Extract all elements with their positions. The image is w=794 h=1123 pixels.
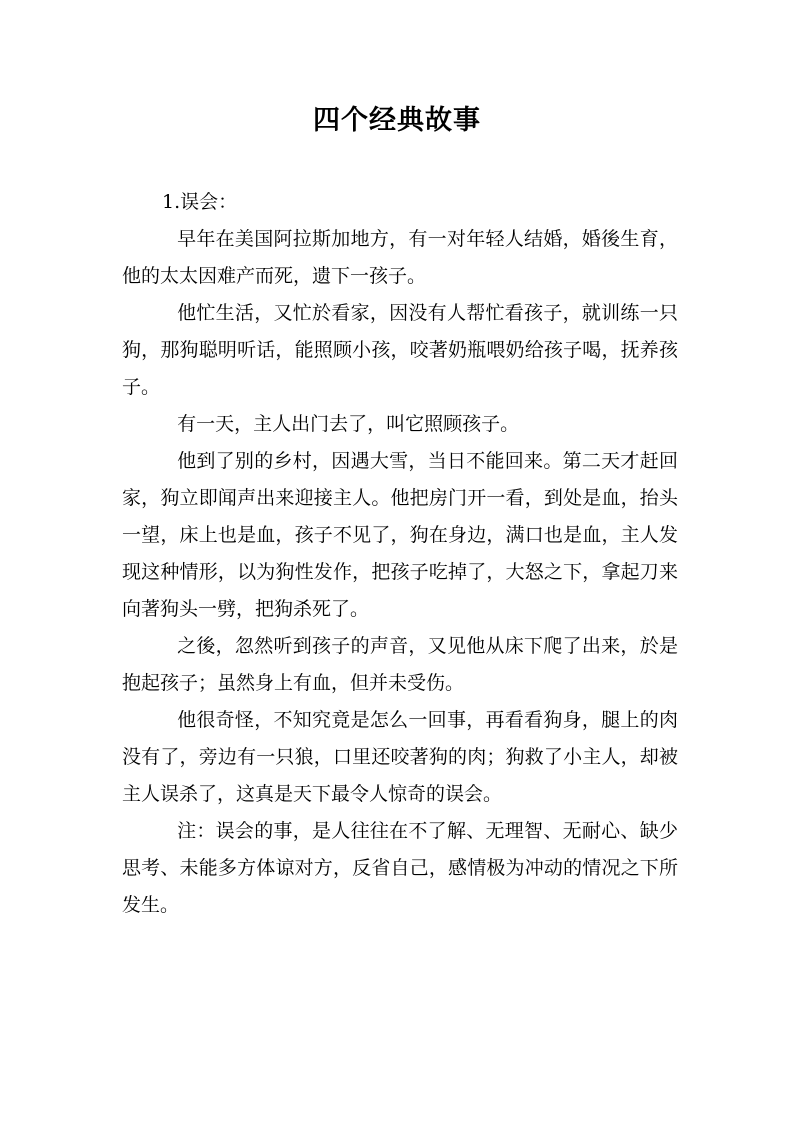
paragraph-2: 他忙生活，又忙於看家，因没有人帮忙看孩子，就训练一只狗，那狗聪明听话，能照顾小孩，咬著奶瓶喂奶给孩子喝，抚养孩子。 xyxy=(122,302,678,398)
paragraph-5: 之後，忽然听到孩子的声音，又见他从床下爬了出来，於是抱起孩子；虽然身上有血，但并未受伤。 xyxy=(122,635,678,694)
paragraph-4: 他到了别的乡村，因遇大雪，当日不能回来。第二天才赶回家，狗立即闻声出来迎接主人。他把房门开一看，到处是血，抬头一望，床上也是血，孩子不见了，狗在身边，满口也是血，主人发现这种情形，以为狗性发作，把孩子吃掉了，大怒之下，拿起刀来向著狗头一劈，把狗杀死了。 xyxy=(122,450,678,620)
section-heading: 1.误会： xyxy=(162,191,238,213)
note-paragraph: 注：误会的事，是人往往在不了解、无理智、无耐心、缺少思考、未能多方体谅对方，反省自己，感情极为冲动的情况之下所发生。 xyxy=(122,820,678,916)
paragraph-3: 有一天，主人出门去了，叫它照顾孩子。 xyxy=(177,413,520,435)
document-body xyxy=(122,184,678,924)
document-title: 四个经典故事 xyxy=(313,105,481,136)
paragraph-1: 早年在美国阿拉斯加地方，有一对年轻人结婚，婚後生育，他的太太因难产而死，遗下一孩子。 xyxy=(122,228,678,287)
paragraph-6: 他很奇怪，不知究竟是怎么一回事，再看看狗身，腿上的肉没有了，旁边有一只狼，口里还咬著狗的肉；狗救了小主人，却被主人误杀了，这真是天下最令人惊奇的误会。 xyxy=(122,709,678,805)
